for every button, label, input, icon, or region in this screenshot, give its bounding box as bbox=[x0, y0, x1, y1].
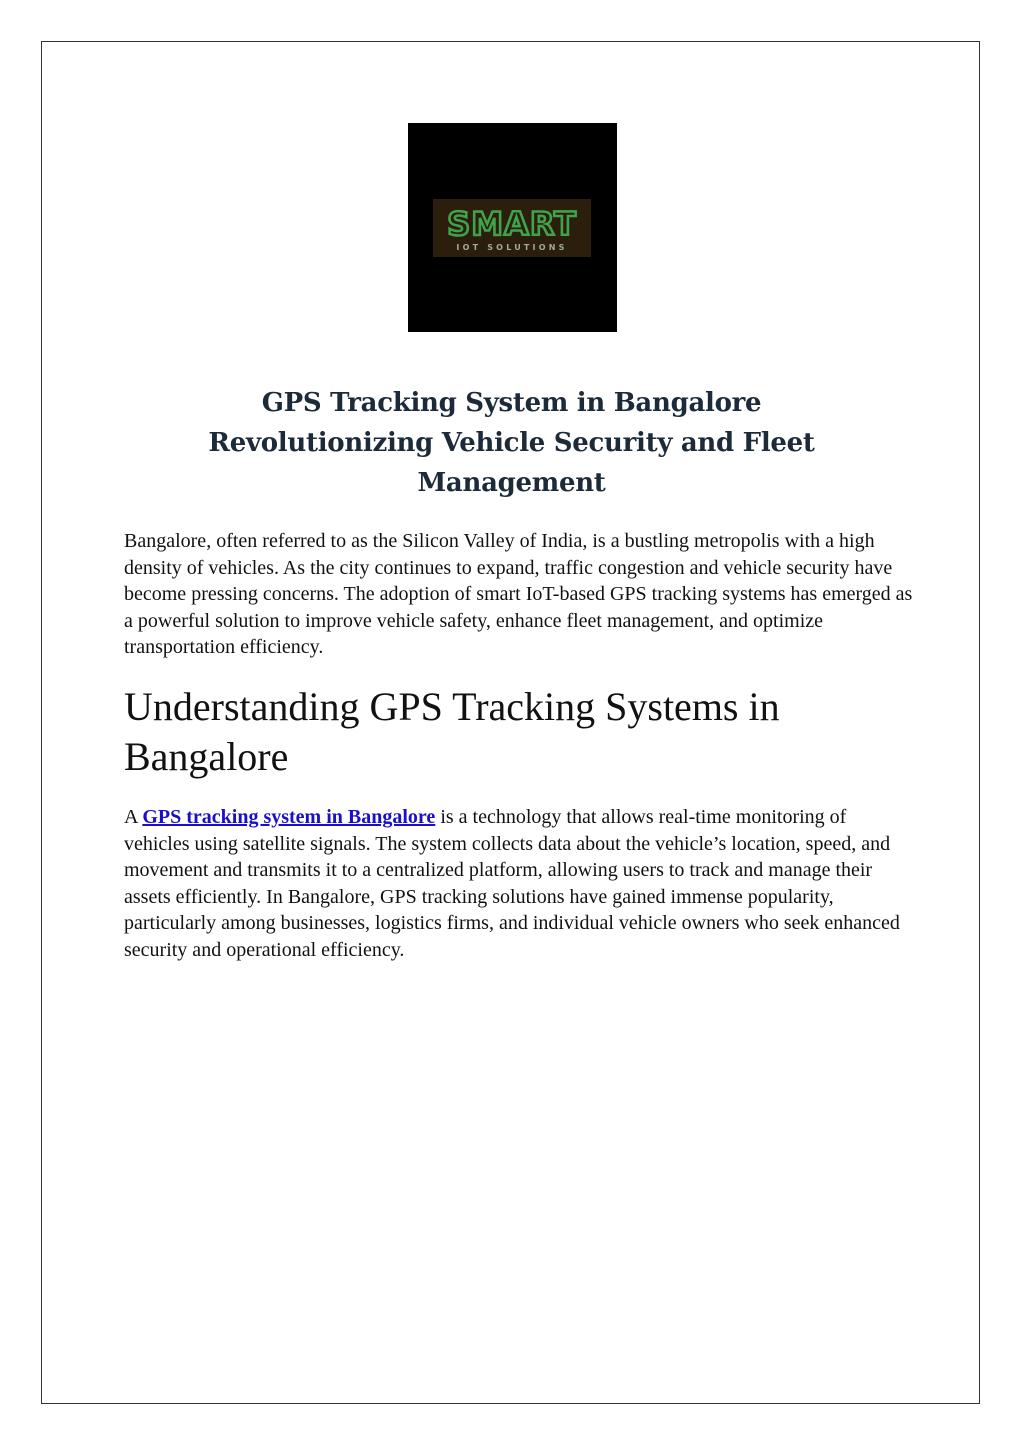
section-heading: Understanding GPS Tracking Systems in Bangalore bbox=[124, 684, 780, 779]
logo-wordmark: SMART bbox=[447, 205, 577, 243]
title-line-1: GPS Tracking System in Bangalore bbox=[261, 388, 762, 418]
document-page bbox=[41, 41, 980, 1404]
logo-tagline: IOT SOLUTIONS bbox=[456, 243, 568, 252]
section-paragraph bbox=[124, 804, 914, 964]
smart-logo-icon bbox=[433, 199, 591, 257]
title-line-3: Management bbox=[417, 468, 606, 498]
title-line-2: Revolutionizing Vehicle Security and Fleet bbox=[208, 428, 815, 458]
gps-tracking-link[interactable]: GPS tracking system in Bangalore bbox=[142, 806, 436, 828]
logo-image bbox=[408, 123, 617, 332]
document-title bbox=[124, 383, 899, 503]
logo-plate bbox=[433, 199, 591, 257]
paragraph-rest: is a technology that allows real-time monitoring of vehicles using satellite signals. The system collects data about the vehicle’s location, speed, and movement and transmits it to a centralized platform, allowing users to track and manage their assets efficiently. In Bangalore, GPS tracking solutions have gained immense popularity, particularly among businesses, logistics firms, and individual vehicle owners who seek enhanced security and operational efficiency. bbox=[124, 806, 900, 961]
intro-paragraph: Bangalore, often referred to as the Silicon Valley of India, is a bustling metropolis with a high density of vehicles. As the city continues to expand, traffic congestion and vehicle security have become pressing concerns. The adoption of smart IoT-based GPS tracking systems has emerged as a powerful solution to improve vehicle safety, enhance fleet management, and optimize transportation efficiency. bbox=[124, 530, 913, 659]
paragraph-prefix: A bbox=[124, 806, 143, 828]
